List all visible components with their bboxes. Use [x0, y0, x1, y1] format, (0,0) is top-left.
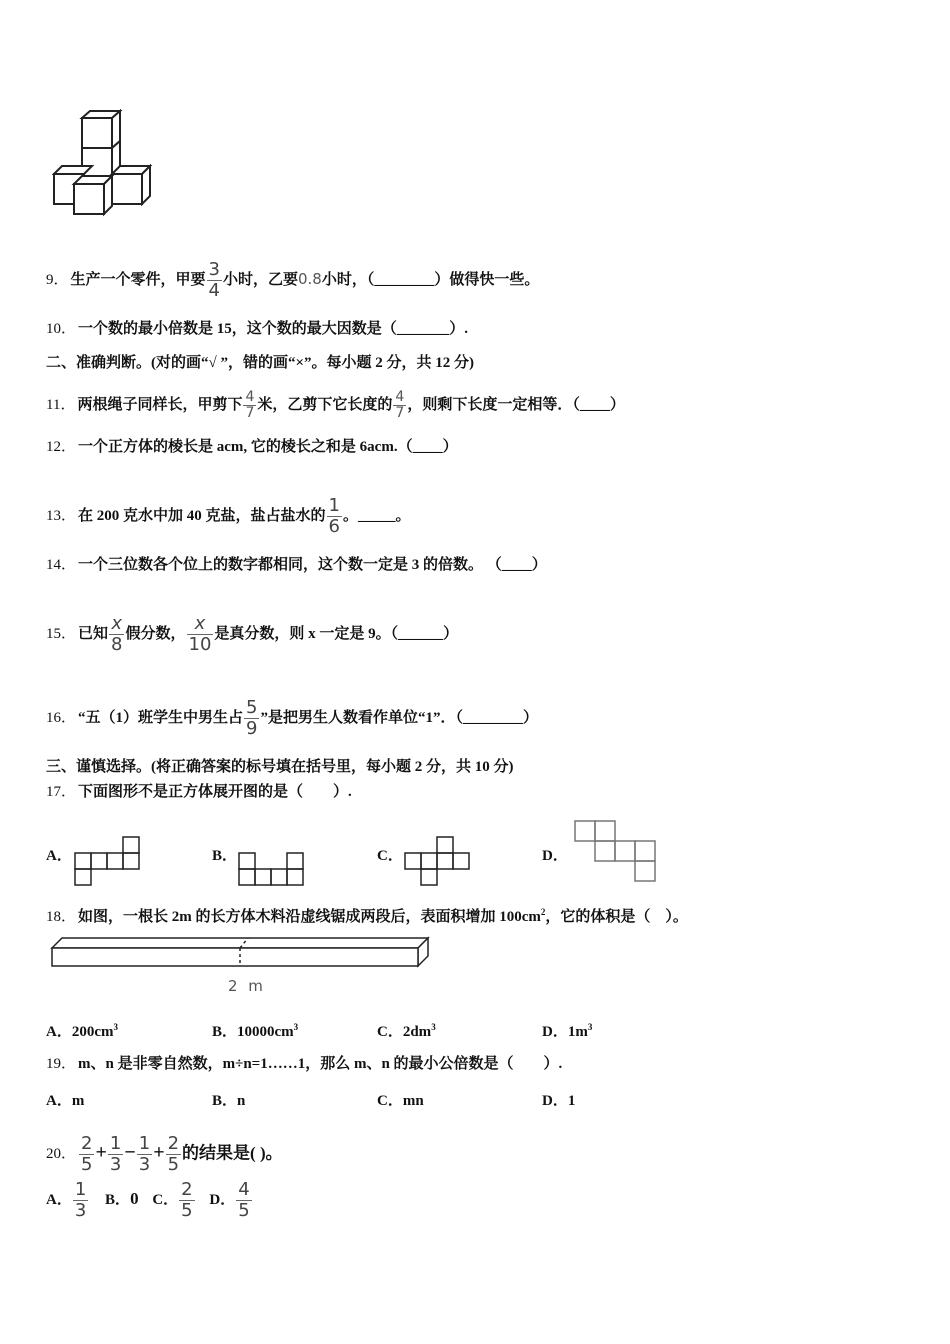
- question-20: 20． $\frac{2}{5}$ + $\frac{1}{3}$ − $\frac{1}{3}$ + $\frac{2}{5}$ 的结果是( )。: [46, 1133, 283, 1175]
- fraction: $\frac{5}{9}$: [246, 697, 258, 739]
- fraction: $\frac{2}{5}$: [167, 1133, 180, 1175]
- q19-option-d[interactable]: D．1: [542, 1093, 576, 1109]
- fraction: $\frac{4}{5}$: [238, 1179, 250, 1221]
- q19-option-a[interactable]: A．m: [46, 1093, 85, 1109]
- q18-option-c[interactable]: C．$2dm^3$: [377, 1022, 436, 1040]
- q20-option-b[interactable]: B．0: [105, 1188, 139, 1208]
- q20-option-a[interactable]: A． $\frac{1}{3}$: [46, 1179, 87, 1221]
- question-10: 10． 一个数的最小倍数是 15，这个数的最大因数是（_______）.: [46, 321, 469, 337]
- question-16: 16． “五（1）班学生中男生占 $\frac{5}{9}$ ”是把男生人数看作单位“1”．（________）: [46, 697, 538, 739]
- fraction: $\frac{3}{4}$: [208, 259, 220, 301]
- question-11: 11． 两根绳子同样长，甲剪下 $\frac{4}{7}$ 米，乙剪下它长度的 $\frac{4}{7}$ ，则剩下长度一定相等．（____）: [46, 389, 625, 421]
- fraction: $\frac{1}{3}$: [109, 1133, 122, 1175]
- beam-length-label: 2 m: [228, 977, 266, 995]
- option-c-label[interactable]: C．: [377, 848, 403, 864]
- fraction: $\frac{1}{6}$: [328, 495, 340, 537]
- question-17: 17． 下面图形不是正方体展开图的是（ ）.: [46, 784, 352, 800]
- q19-option-b[interactable]: B．n: [212, 1093, 246, 1109]
- q20-option-c[interactable]: C． $\frac{2}{5}$: [152, 1179, 193, 1221]
- question-18: 18． 如图，一根长 2m 的长方体木料沿虚线锯成两段后，表面积增加 $100cm^2$，它的体积是（ ）。: [46, 907, 688, 925]
- question-12: 12． 一个正方体的棱长是 acm, 它的棱长之和是 6acm.（____）: [46, 439, 458, 455]
- q19-option-c[interactable]: C．mn: [377, 1093, 424, 1109]
- q18-option-d[interactable]: D．$1m^3$: [542, 1022, 593, 1040]
- net-figure-c: [404, 837, 470, 887]
- fraction: $\frac{x}{8}$: [111, 613, 123, 655]
- section-2-title: 二、准确判断。(对的画“√ ”，错的画“×”。每小题 2 分，共 12 分): [46, 355, 475, 371]
- option-a-label[interactable]: A．: [46, 848, 72, 864]
- question-14: 14． 一个三位数各个位上的数字都相同，这个数一定是 3 的倍数。 （____）: [46, 557, 547, 573]
- fraction: $\frac{2}{5}$: [81, 1133, 93, 1175]
- option-d-label[interactable]: D．: [542, 848, 568, 864]
- fraction: $\frac{2}{5}$: [181, 1179, 193, 1221]
- net-figure-b: [238, 853, 304, 887]
- question-9: 9． 生产一个零件，甲要 $\frac{3}{4}$ 小时，乙要0.8小时，（________）做得快一些。: [46, 259, 540, 301]
- question-19: 19． m、n 是非零自然数，m÷n=1……1，那么 m、n 的最小公倍数是（ ）.: [46, 1056, 563, 1072]
- q18-option-b[interactable]: B．$10000cm^3$: [212, 1022, 299, 1040]
- fraction: $\frac{4}{7}$: [395, 389, 405, 421]
- net-figure-d: [574, 820, 656, 882]
- fraction: $\frac{1}{3}$: [138, 1133, 151, 1175]
- fraction: $\frac{x}{10}$: [188, 613, 212, 655]
- fraction: $\frac{1}{3}$: [74, 1179, 87, 1221]
- section-3-title: 三、谨慎选择。(将正确答案的标号填在括号里，每小题 2 分，共 10 分): [46, 759, 514, 775]
- option-b-label[interactable]: B．: [212, 848, 238, 864]
- fraction: $\frac{4}{7}$: [245, 389, 255, 421]
- question-15: 15． 已知 $\frac{x}{8}$ 假分数， $\frac{x}{10}$ 是真分数，则 x 一定是 9。（______）: [46, 613, 459, 655]
- cube-stack-figure: [50, 108, 154, 216]
- q20-options: [46, 1180, 253, 1221]
- wood-beam-figure: [50, 936, 430, 968]
- question-13: 13． 在 200 克水中加 40 克盐，盐占盐水的 $\frac{1}{6}$ 。_____。: [46, 495, 411, 537]
- q18-option-a[interactable]: A．$200cm^3$: [46, 1022, 118, 1040]
- net-figure-a: [74, 837, 140, 887]
- q20-option-d[interactable]: D． $\frac{4}{5}$: [209, 1179, 250, 1221]
